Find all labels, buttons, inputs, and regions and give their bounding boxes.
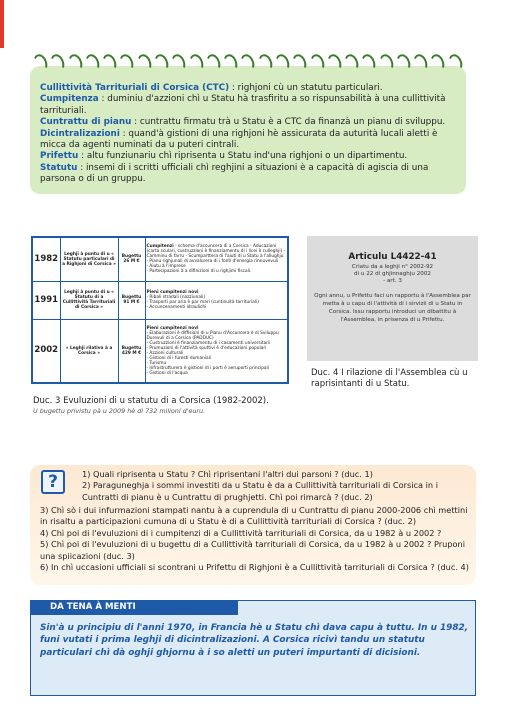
remember-text: Sin'à u principiu di l'anni 1970, in Francia hè u Statu chì dava capu à tuttu. In u 1982, funi vutati i prima leghji di dicintralizazioni. A Corsica ricivì tandu un statutu particulari chì dà oghji ghjornu à i so aletti un puteri impurtanti di dicisioni. xyxy=(40,623,469,658)
statute-cell: « Leghji rilativa à a Corsica » xyxy=(60,319,118,383)
budget-cell: Bugettu 429 M € xyxy=(118,319,145,383)
glossary-entry: Statutu : insemi di i scritti ufficiali chì reghjini a situazioni è a capacità di agiscia di una parsona o di un gruppu. xyxy=(40,162,429,185)
question-item: 3) Chì sò i dui infurmazioni stampati nantu à a cuprendula di u Cuntrattu di pianu 2000-2006 chì mettini in risaltu a participazioni cumuna di u Statu è di a Cullittività tarrituriali di Corsica ? (duc. 2) xyxy=(40,505,468,527)
question-mark-icon: ? xyxy=(41,470,65,494)
doc3-note: U bugettu privistu pà u 2009 hè di 732 milioni d'euru. xyxy=(33,407,206,415)
glossary-entry: Cuntrattu di pianu : cuntrattu firmatu trà u Statu è a CTC da finanzà un pianu di sviluppu. xyxy=(40,117,446,128)
question-item: 5) Chì poi di l'evuluzioni di u bugettu di a Cullittività tarrituriali di Corsica, da u 1982 à u 2002 ? Pruponi una spiicazioni (duc. 3) xyxy=(40,539,466,561)
article-body: Ogni annu, u Prifettu faci un rapportu à l'Assemblea par metta à u capu di l'attività di i sirvizii di u Statu in Corsica. Issu rapportu introduci un dibattitu à l'Assemblea, in prisenza di u Prifettu. xyxy=(314,293,471,323)
doc3-caption: Duc. 3 Evuluzioni di u statutu di a Corsica (1982-2002). xyxy=(33,396,269,406)
year-cell: 1982 xyxy=(32,237,60,281)
competences-cell: Pieni cumpitenzi novi - Elaburazioni è diffisioni di u Pianu d'Accuncera è di Sviluppu Durevuli di a Corsica (PADDUC) - Custruzzioni è finanziamentu di i casamenti universitarii - Prumuzioni di l'attività sputtivi è d'educazioni populari - Azzioni culturali - Gistioni di i furesti dumaniali - Turismu - Infrastrutturera è gistioni di i porti è aeruporti principali - Gistioni di l'acqua xyxy=(145,319,288,383)
table-row xyxy=(32,237,288,281)
statute-cell: Leghji à puntu di u « Statutu particulari di a Righjoni di Corsica » xyxy=(60,237,118,281)
remember-heading: DA TENA À MENTI xyxy=(30,600,238,615)
notebook-spiral-icon xyxy=(30,54,466,74)
glossary-entry: Cullittività Tarrituriali di Corsica (CTC) : righjoni cù un statutu particulari. xyxy=(40,83,383,93)
question-item: 2) Paraguneghja i sommi investiti da u Statu è da a Cullittività tarrituriali di Corsica in i Cuntratti di pianu è u Cuntrattu di prughjetti. Chì poi rimarcà ? (duc. 2) xyxy=(82,480,438,502)
statute-cell: Leghji à puntu di u « Statutu di a Cullittività Tarrituriali di Corsica » xyxy=(60,281,118,319)
table-row xyxy=(32,281,288,319)
question-list xyxy=(40,505,475,573)
article-title: Articulu L4422-41 xyxy=(348,252,437,262)
year-cell: 2002 xyxy=(32,319,60,383)
article-subtitle: Criatu da a leghji n° 2002-92 di u 22 di ghjinnaghju 2002 - art. 3 xyxy=(351,264,434,284)
year-cell: 1991 xyxy=(32,281,60,319)
competences-cell: Pieni cumpitenzi novi - Ribali stradali (nazziunali) - Trasporti par aria è par mari (cuntinuità tarrituriali) - Accuncenamenti idraulichi xyxy=(145,281,288,319)
glossary-entry: Prifettu : altu funziunariu chì riprisenta u Statu ind'una righjoni o un dipartimentu. xyxy=(40,151,408,162)
glossary-entry: Cumpitenza : duminiu d'azzioni chì u Statu hà trasfiritu a so rispunsabilità à una cullittività tarrituriali. xyxy=(40,94,446,116)
question-item: 4) Chì poi di l'evuluzioni di i cumpitenzi di a Cullittività tarrituriali di Corsica, da u 1982 à u 2002 ? xyxy=(40,527,442,538)
statute-evolution-table xyxy=(31,236,289,384)
question-item: 6) In chì uccasioni ufficiali si scontrani u Prifettu di Righjoni è a Cullittività tarrituriali di Corsica ? (duc. 4) xyxy=(40,562,469,573)
question-list-top xyxy=(82,469,472,503)
competences-cell: Cumpitenzi : schema d'accuncera di a Corsica - Aducazioni (carta sculari, custruzzioni è finanziamentu di i licei è culleghji) - Camminu di farru - Scumparttera di l'aiuti di u Statu à l'allughju - Pianu righjunali di avvalurera di i fonti d'energia rinnuvevuli - Aiutu à l'imprese - Partecipazioni à a difinizioni di u righjimi fiscali. xyxy=(145,237,288,281)
glossary-entry: Dicintralizazioni : quand'à gistioni di una righjoni hè assicurata da auturità lucali aletti è micca da agenti numinati da u puteri cintrali. xyxy=(40,128,438,151)
page-edge-marker xyxy=(0,0,4,48)
budget-cell: Bugettu 91 M € xyxy=(118,281,145,319)
table-row xyxy=(32,319,288,383)
doc4-caption: Duc. 4 I rilazione di l'Assemblea cù u raprisintanti di u Statu. xyxy=(311,368,468,389)
glossary-text xyxy=(40,83,460,186)
budget-cell: Bugettu 26 M € xyxy=(118,237,145,281)
question-item: 1) Quali riprisenta u Statu ? Chì riprisentani l'altri dui parsoni ? (duc. 1) xyxy=(82,469,373,479)
